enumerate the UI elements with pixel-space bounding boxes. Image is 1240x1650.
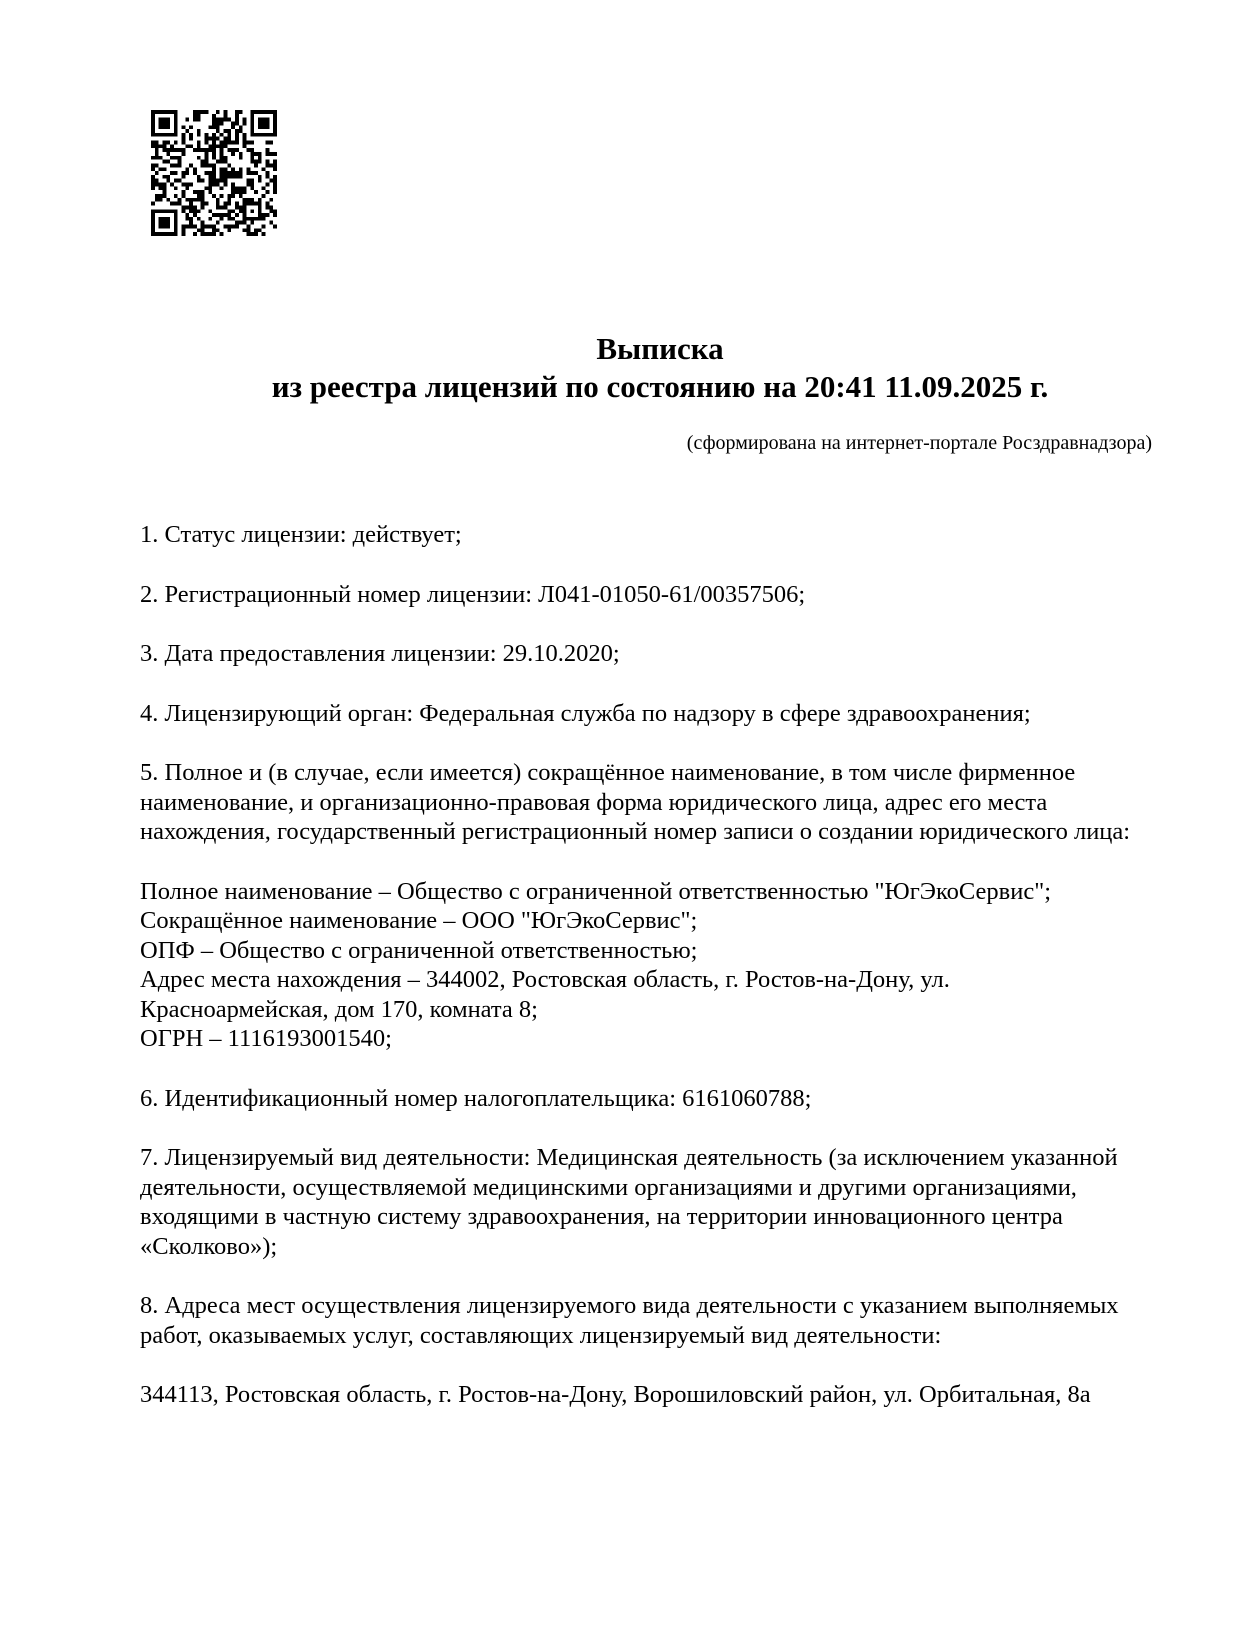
text-line: 8. Адреса мест осуществления лицензируемого вида деятельности с указанием выполняемых работ, оказываемых услуг, составляющих лицензируемый вид деятельности:: [140, 1292, 1119, 1349]
document-title: [100, 330, 1220, 406]
text-line: 1. Статус лицензии: действует;: [140, 521, 462, 548]
paragraph: [140, 1143, 1132, 1261]
title-line-2: из реестра лицензий по состоянию на 20:41 11.09.2025 г.: [271, 369, 1049, 404]
text-line: 3. Дата предоставления лицензии: 29.10.2020;: [140, 640, 620, 667]
text-line: 344113, Ростовская область, г. Ростов-на-Дону, Ворошиловский район, ул. Орбитальная, 8а: [140, 1381, 1091, 1408]
paragraph: [140, 877, 1132, 1054]
text-line: 2. Регистрационный номер лицензии: Л041-01050-61/00357506;: [140, 580, 806, 608]
title-line-1: Выписка: [596, 331, 724, 366]
paragraph: [140, 1380, 1132, 1410]
text-line: Полное наименование – Общество с ограниченной ответственностью "ЮгЭкоСервис";: [140, 877, 1051, 905]
paragraph: [140, 699, 1132, 729]
text-line: 4. Лицензирующий орган: Федеральная служба по надзору в сфере здравоохранения;: [140, 699, 1031, 727]
qr-code-icon: [151, 110, 277, 236]
text-line: 6. Идентификационный номер налогоплательщика: 6161060788;: [140, 1084, 812, 1112]
paragraph: [140, 520, 1132, 550]
text-line: 5. Полное и (в случае, если имеется) сокращённое наименование, в том числе фирменное наименование, и организационно-правовая форма юридического лица, адрес его места нахождения, государственный регистрационный номер записи о создании юридического лица:: [140, 759, 1131, 845]
paragraph: [140, 758, 1132, 847]
text-line: 7. Лицензируемый вид деятельности: Медицинская деятельность (за исключением указанной деятельности, осуществляемой медицинскими организациями и другими организациями, входящими в частную систему здравоохранения, на территории инновационного центра «Сколково»);: [140, 1144, 1118, 1260]
document-body: [140, 520, 1132, 1410]
paragraph: [140, 1291, 1132, 1350]
paragraph: [140, 580, 1132, 610]
document-subtitle: (сформирована на интернет-портале Росздравнадзора): [686, 432, 1152, 454]
text-line: Сокращённое наименование – ООО "ЮгЭкоСервис";: [140, 907, 698, 934]
text-line: ОГРН – 1116193001540;: [140, 1025, 392, 1052]
paragraph: [140, 1084, 1132, 1114]
text-line: Адрес места нахождения – 344002, Ростовская область, г. Ростов-на-Дону, ул. Красноармейская, дом 170, комната 8;: [140, 966, 950, 1023]
paragraph: [140, 639, 1132, 669]
text-line: ОПФ – Общество с ограниченной ответственностью;: [140, 936, 698, 964]
